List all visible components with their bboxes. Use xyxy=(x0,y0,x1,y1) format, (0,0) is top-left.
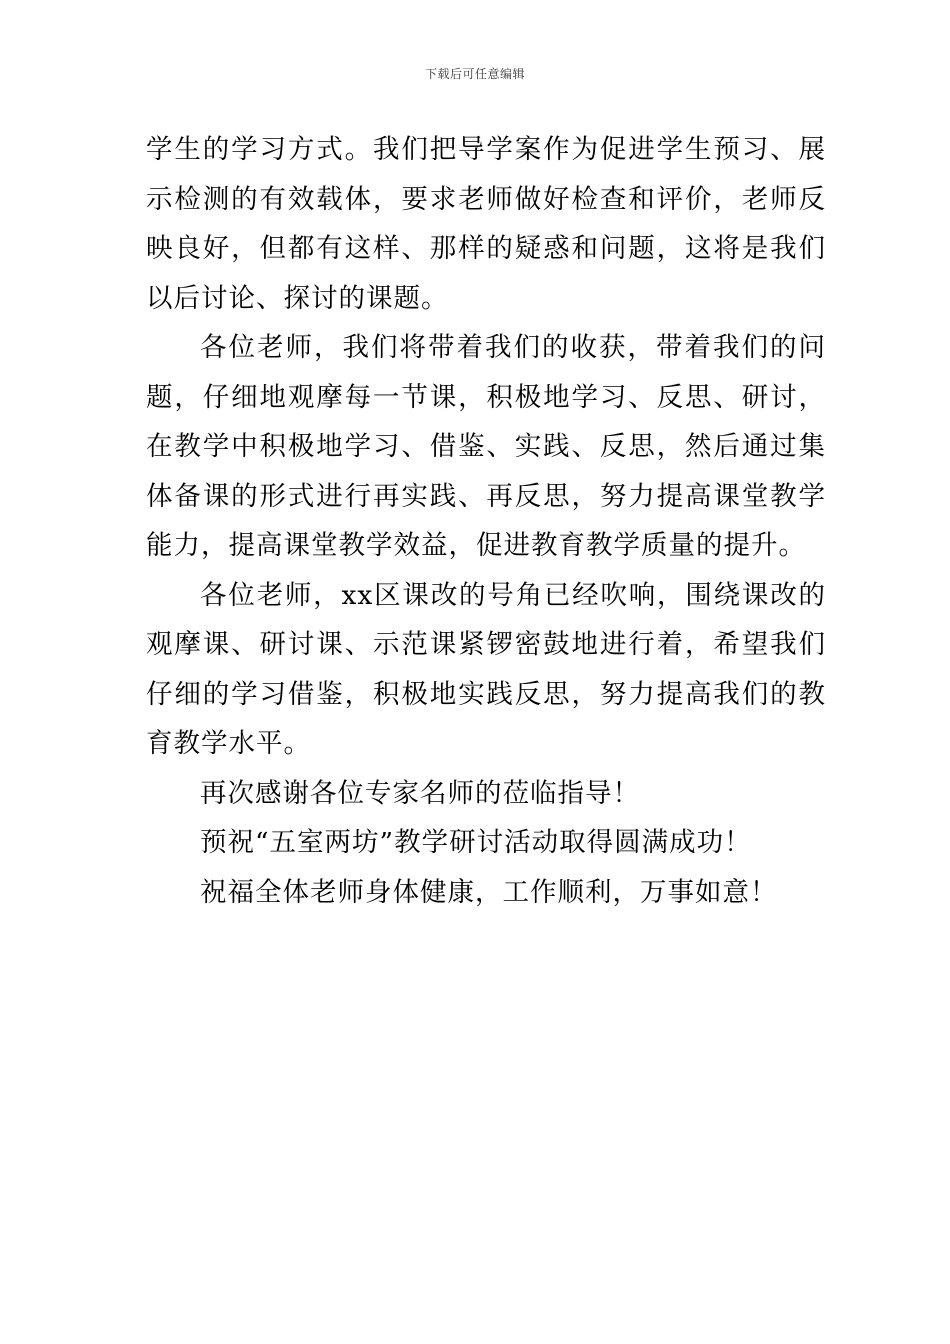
document-body xyxy=(146,125,826,917)
paragraph-teachers-observation: 各位老师，我们将带着我们的收获，带着我们的问题，仔细地观摩每一节课，积极地学习、反思、研讨，在教学中积极地学习、借鉴、实践、反思，然后通过集体备课的形式进行再实践、再反思，努力提高课堂教学能力，提高课堂教学效益，促进教育教学质量的提升。 xyxy=(146,332,826,561)
paragraph-thanks: 再次感谢各位专家名师的莅临指导！ xyxy=(200,777,640,809)
paragraph-blessing: 祝福全体老师身体健康，工作顺利，万事如意！ xyxy=(200,876,778,908)
page-header: 下载后可任意编辑 xyxy=(424,67,525,81)
paragraph-wish-success: 预祝“五室两坊”教学研讨活动取得圆满成功！ xyxy=(200,827,752,858)
paragraph-curriculum-reform: 各位老师，xx区课改的号角已经吹响，围绕课改的观摩课、研讨课、示范课紧锣密鼓地进行着，希望我们仔细的学习借鉴，积极地实践反思，努力提高我们的教育教学水平。 xyxy=(146,579,826,759)
paragraph-continuation: 学生的学习方式。我们把导学案作为促进学生预习、展示检测的有效载体，要求老师做好检查和评价，老师反映良好，但都有这样、那样的疑惑和问题，这将是我们以后讨论、探讨的课题。 xyxy=(146,134,826,314)
